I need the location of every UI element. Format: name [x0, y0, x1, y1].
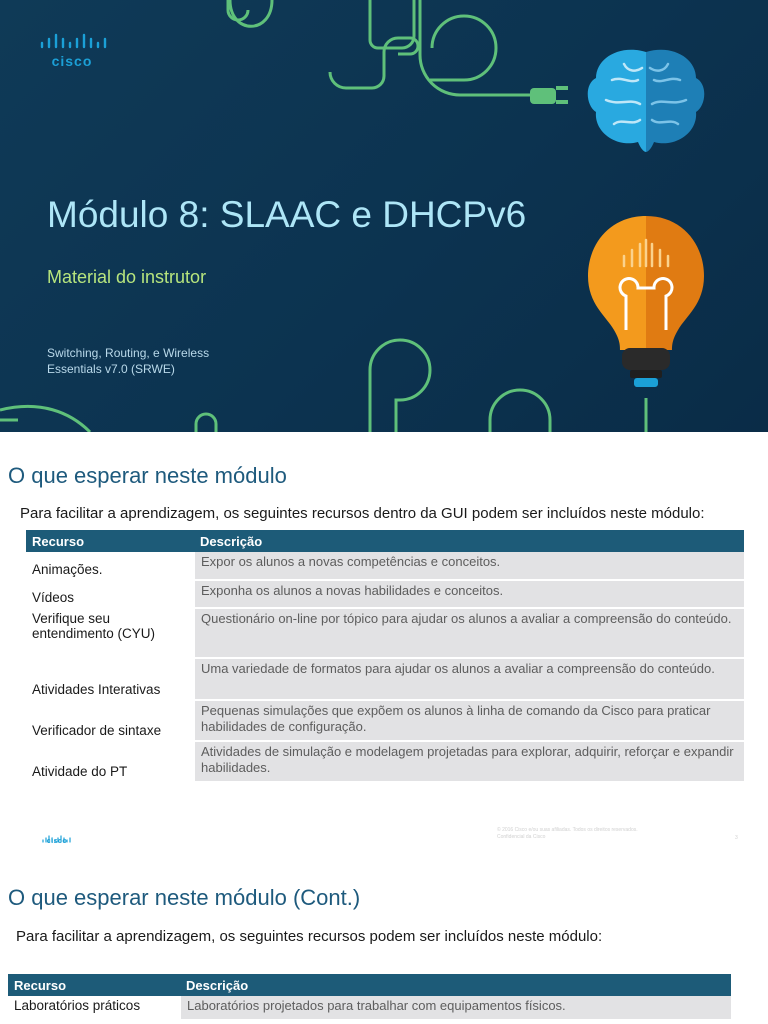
resources-table [8, 974, 731, 1021]
header-resource: Recurso [26, 530, 194, 552]
table-header-row [8, 974, 731, 996]
course-name-line-1: Switching, Routing, e Wireless [47, 346, 210, 360]
table-header-row [26, 530, 744, 552]
course-name-line-2: Essentials v7.0 (SRWE) [47, 362, 175, 376]
resource-cell: Vídeos [26, 580, 194, 608]
slide-subtitle: Material do instrutor [47, 267, 207, 287]
resource-cell: Verificador de sintaxe [26, 700, 194, 741]
page-number: 3 [735, 835, 738, 841]
table-row [26, 658, 744, 700]
cisco-logo [40, 33, 110, 73]
table-row [8, 996, 731, 1020]
header-resource: Recurso [8, 974, 180, 996]
plug-icon [530, 88, 556, 104]
table-row [26, 608, 744, 658]
table-row [26, 700, 744, 741]
table-row [26, 552, 744, 580]
resource-cell: Atividade do PT [26, 741, 194, 782]
table-row [26, 741, 744, 782]
description-cell: Expor os alunos a novas competências e conceitos. [194, 552, 744, 580]
cisco-bridge-logo-icon [40, 33, 110, 51]
slide-what-to-expect [0, 432, 768, 860]
cisco-wordmark: cisco [51, 53, 93, 69]
copyright-line-1: © 2016 Cisco e/ou suas afiliadas. Todos os direitos reservados. [497, 827, 638, 833]
title-slide [0, 0, 768, 432]
copyright-line-2: Confidencial da Cisco [497, 834, 546, 840]
resource-cell: Laboratórios práticos [8, 996, 180, 1020]
resource-cell: Verifique seu entendimento (CYU) [26, 608, 194, 658]
brain-icon [588, 50, 705, 152]
intro-text: Para facilitar a aprendizagem, os seguintes recursos dentro da GUI podem ser incluídos neste módulo: [20, 505, 705, 522]
description-cell: Pequenas simulações que expõem os alunos à linha de comando da Cisco para praticar habilidades de configuração. [194, 700, 744, 741]
footer-cisco-wordmark: cisco [46, 838, 68, 845]
section-heading: O que esperar neste módulo [8, 463, 287, 488]
description-cell: Laboratórios projetados para trabalhar com equipamentos físicos. [180, 996, 731, 1020]
resources-table [26, 530, 744, 783]
description-cell: Uma variedade de formatos para ajudar os alunos a avaliar a compreensão do conteúdo. [194, 658, 744, 700]
description-cell: Exponha os alunos a novas habilidades e conceitos. [194, 580, 744, 608]
lightbulb-icon [588, 216, 704, 387]
resource-cell: Animações. [26, 552, 194, 580]
table-row [26, 580, 744, 608]
description-cell: Questionário on-line por tópico para ajudar os alunos a avaliar a compreensão do conteúdo. [194, 608, 744, 658]
description-cell: Atividades de simulação e modelagem projetadas para explorar, adquirir, reforçar e expandir habilidades. [194, 741, 744, 782]
slide-what-to-expect-cont [0, 860, 768, 1024]
header-description: Descrição [194, 530, 744, 552]
header-description: Descrição [180, 974, 731, 996]
slide-title: Módulo 8: SLAAC e DHCPv6 [47, 194, 527, 235]
intro-text: Para facilitar a aprendizagem, os seguintes recursos podem ser incluídos neste módulo: [16, 928, 603, 945]
section-heading: O que esperar neste módulo (Cont.) [8, 885, 361, 910]
resource-cell: Atividades Interativas [26, 658, 194, 700]
footer-copyright [497, 827, 638, 841]
footer-cisco-logo [42, 830, 72, 848]
